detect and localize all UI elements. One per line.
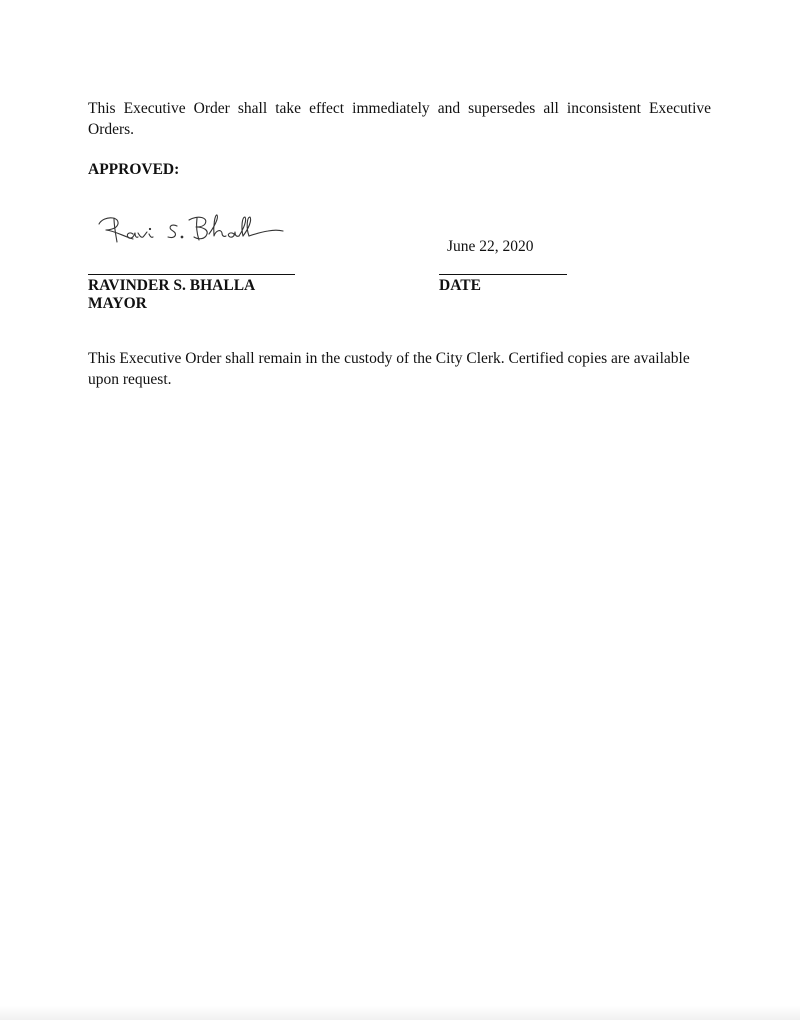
date-label: DATE [439,277,481,294]
handwritten-signature [93,206,288,248]
signature-line [88,274,295,275]
effect-paragraph: This Executive Order shall take effect immediately and supersedes all inconsistent Executive Orders. [88,100,711,138]
page-bottom-edge [0,1006,800,1020]
signer-title: MAYOR [88,295,147,312]
signer-name: RAVINDER S. BHALLA [88,277,256,294]
approved-heading: APPROVED: [88,161,180,178]
custody-paragraph: This Executive Order shall remain in the custody of the City Clerk. Certified copies are available upon request. [88,350,690,388]
signature-date-value: June 22, 2020 [447,238,534,255]
date-line [439,274,567,275]
